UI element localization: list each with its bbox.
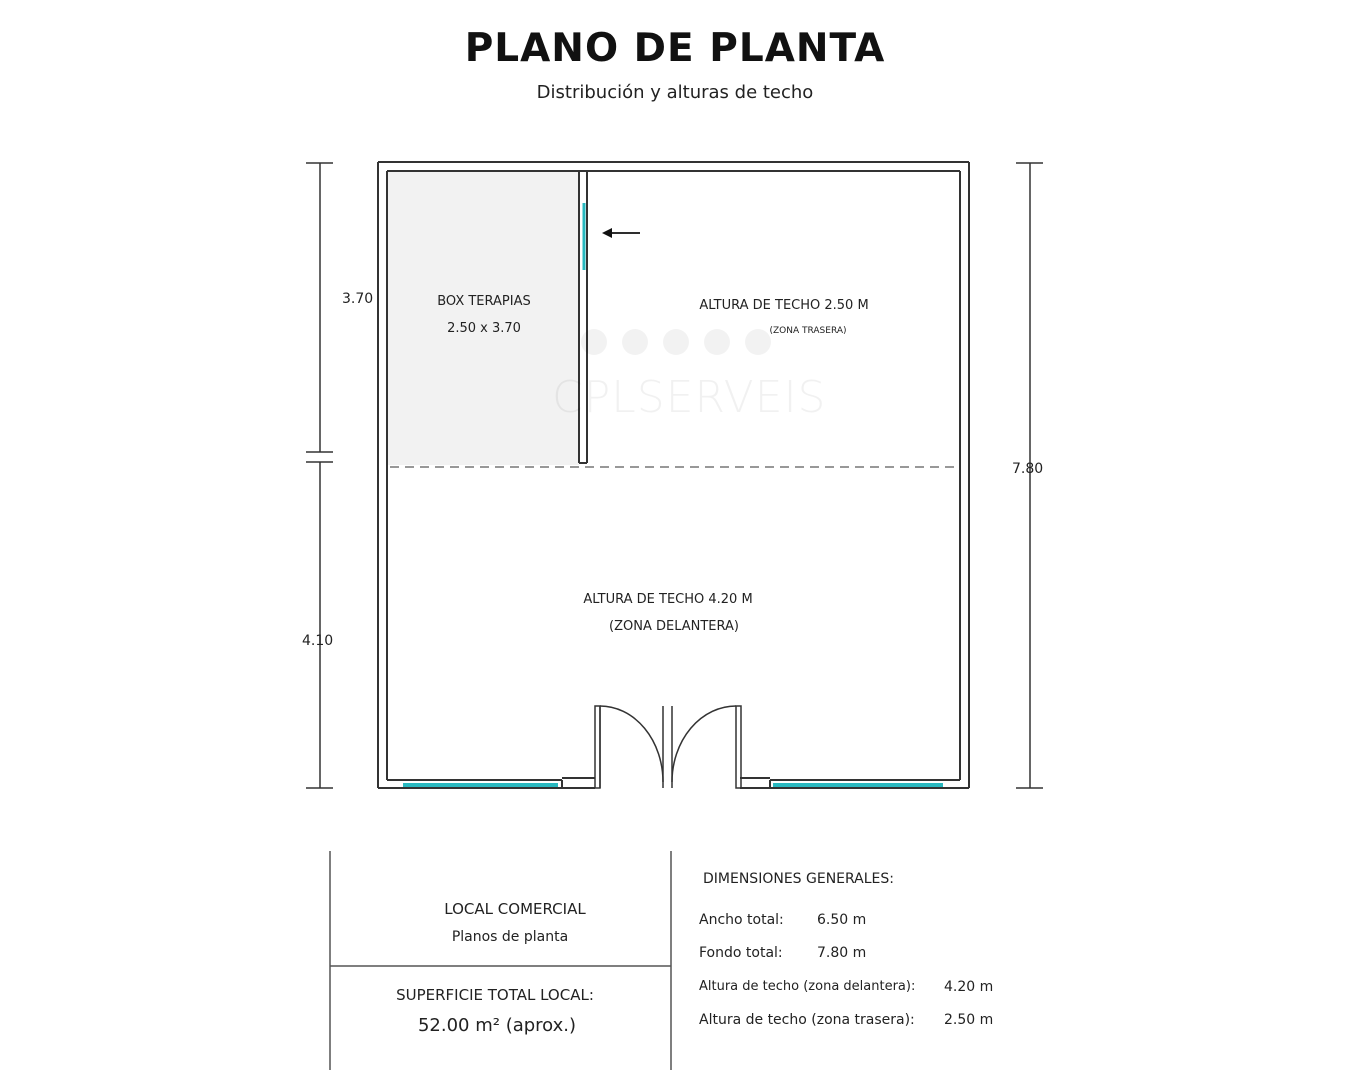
- watermark-dot: [663, 329, 689, 355]
- info-table-lines: [330, 851, 671, 1070]
- dim-label-rear-height: Altura de techo (zona trasera):: [699, 1012, 915, 1028]
- surface-value: 52.00 m² (aprox.): [417, 1015, 577, 1036]
- dim-value-depth: 7.80 m: [817, 945, 867, 961]
- dim-label-front-height: Altura de techo (zona delantera):: [699, 979, 916, 994]
- local-subtitle: Planos de planta: [451, 929, 569, 945]
- dim-value-front-height: 4.20 m: [944, 979, 994, 995]
- box-terapias-size: 2.50 x 3.70: [447, 321, 521, 336]
- watermark-dot: [704, 329, 730, 355]
- dim-label-depth: Fondo total:: [699, 945, 783, 961]
- dim-value-width: 6.50 m: [817, 912, 867, 928]
- local-title: LOCAL COMERCIAL: [444, 900, 586, 918]
- dim-label-width: Ancho total:: [699, 912, 784, 928]
- page-subtitle: Distribución y alturas de techo: [536, 82, 814, 103]
- dim-value-rear-height: 2.50 m: [944, 1012, 994, 1028]
- watermark-dot: [581, 329, 607, 355]
- arrow-icon: [602, 228, 640, 238]
- box-terapias-area: [388, 172, 579, 465]
- watermark: CPLSERVEIS: [552, 372, 827, 423]
- page-title: PLANO DE PLANTA: [464, 26, 886, 71]
- dimension-label-front: 4.10: [302, 633, 334, 649]
- watermark-dot: [622, 329, 648, 355]
- front-zone-label: (ZONA DELANTERA): [609, 619, 739, 634]
- dimension-label-total: 7.80: [1012, 461, 1044, 477]
- dimension-label-rear: 3.70: [342, 291, 374, 307]
- box-terapias-label: BOX TERAPIAS: [437, 294, 531, 309]
- dimensions-title: DIMENSIONES GENERALES:: [703, 871, 894, 887]
- surface-label: SUPERFICIE TOTAL LOCAL:: [396, 986, 594, 1004]
- rear-zone-label: (ZONA TRASERA): [769, 326, 847, 336]
- front-zone-height: ALTURA DE TECHO 4.20 M: [583, 592, 753, 607]
- rear-zone-height: ALTURA DE TECHO 2.50 M: [699, 298, 869, 313]
- dimension-lines-left: [306, 163, 333, 788]
- watermark-dot: [745, 329, 771, 355]
- entrance-door: [595, 706, 741, 788]
